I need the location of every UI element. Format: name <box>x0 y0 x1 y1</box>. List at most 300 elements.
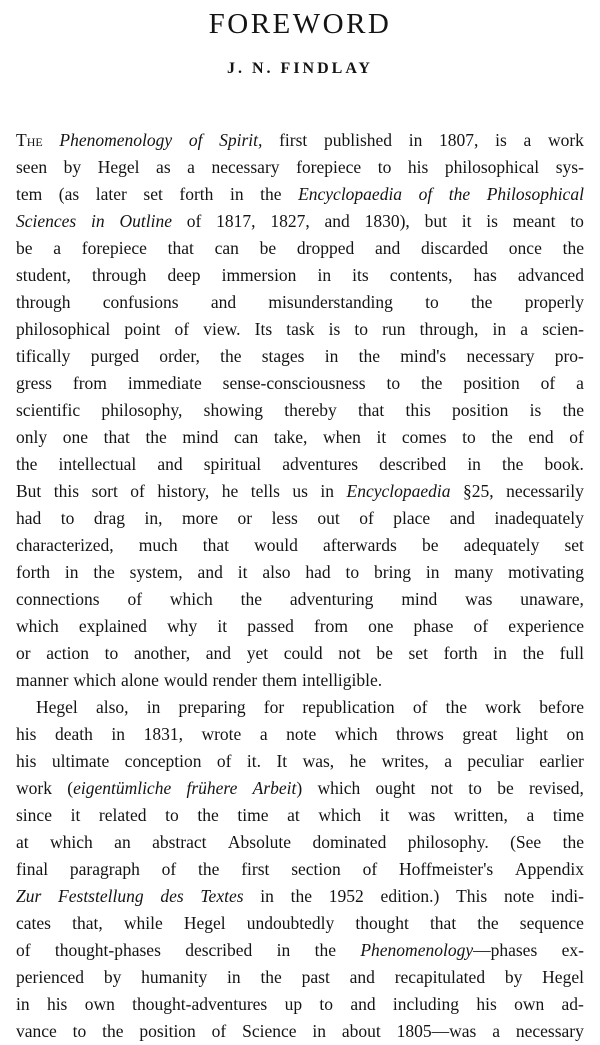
text-line <box>16 613 584 640</box>
word: But <box>16 481 42 501</box>
word: task <box>286 319 315 339</box>
word: of <box>186 211 202 231</box>
word: first <box>279 130 308 150</box>
word: for <box>263 697 285 717</box>
text-line <box>16 208 584 235</box>
word: philosophy, <box>101 400 183 420</box>
word: passed <box>247 616 294 636</box>
word: which <box>16 616 59 636</box>
word: cates <box>16 913 51 933</box>
word: thought-phases <box>54 940 161 960</box>
word: forepiece <box>81 238 147 258</box>
word: conception <box>124 751 202 771</box>
text-line <box>16 937 584 964</box>
word: his <box>46 994 68 1014</box>
word: his <box>407 157 429 177</box>
word: in <box>276 940 291 960</box>
word: seen <box>16 157 48 177</box>
word: run <box>382 319 406 339</box>
word: misunderstanding <box>268 292 393 312</box>
word: of <box>188 130 203 150</box>
word: perienced <box>16 967 85 987</box>
word: §25, <box>463 481 494 501</box>
word: or <box>16 643 31 663</box>
word: of <box>161 859 177 879</box>
word: also <box>262 562 291 582</box>
word: showing <box>203 400 263 420</box>
word: Its <box>254 319 273 339</box>
text-line <box>16 694 584 721</box>
word: in <box>16 994 30 1014</box>
word: the <box>522 643 544 663</box>
word: but <box>424 211 447 231</box>
word: and <box>324 211 350 231</box>
word: that, <box>72 913 103 933</box>
word: mind <box>182 427 219 447</box>
text-line <box>16 829 584 856</box>
word: comes <box>401 427 447 447</box>
word: to <box>319 994 333 1014</box>
word: to <box>345 562 360 582</box>
word: of <box>412 697 428 717</box>
word: 1952 <box>328 886 364 906</box>
word: a <box>187 157 195 177</box>
word: through, <box>419 319 479 339</box>
word: stages <box>261 346 305 366</box>
word: a <box>523 130 532 150</box>
word: set <box>143 184 163 204</box>
word: point <box>124 319 161 339</box>
word: this <box>53 481 80 501</box>
word: book. <box>544 454 584 474</box>
word: of <box>569 427 584 447</box>
word: 1805—was <box>396 1021 477 1041</box>
word: once <box>508 238 542 258</box>
word: be <box>497 778 514 798</box>
word: 1831, <box>143 724 183 744</box>
word: which <box>73 670 117 690</box>
word: the <box>471 292 493 312</box>
word: advanced <box>517 265 584 285</box>
word: ad- <box>561 994 584 1014</box>
word: vance <box>16 1021 57 1041</box>
word: of <box>216 751 232 771</box>
word: work <box>485 697 522 717</box>
word: be <box>16 238 33 258</box>
word: great <box>462 724 498 744</box>
word: in <box>493 643 507 663</box>
word: can <box>214 238 239 258</box>
word: ought <box>375 778 416 798</box>
word: connections <box>16 589 100 609</box>
word: scientific <box>16 400 81 420</box>
word: Outline <box>119 211 172 231</box>
word: Absolute <box>227 832 292 852</box>
word: be <box>259 238 277 258</box>
word: gress <box>16 373 52 393</box>
word: the <box>102 1021 124 1041</box>
word: that <box>429 913 457 933</box>
word: humanity <box>141 967 208 987</box>
word: and <box>205 643 232 663</box>
word: spiritual <box>203 454 262 474</box>
word: in <box>229 184 244 204</box>
word: forth <box>179 184 214 204</box>
word: to <box>386 373 401 393</box>
word: much <box>138 535 178 555</box>
word: which <box>317 778 361 798</box>
word: was <box>465 589 493 609</box>
word: the <box>448 184 471 204</box>
word: It <box>276 751 288 771</box>
word: light <box>515 724 548 744</box>
word: less <box>271 508 298 528</box>
word: of <box>211 1021 227 1041</box>
word: published <box>323 130 393 150</box>
word: sys- <box>555 157 584 177</box>
text-line <box>16 802 584 829</box>
word: intelligible. <box>301 670 383 690</box>
word: recapitulated <box>394 967 486 987</box>
word: to <box>377 157 392 177</box>
word: not <box>338 643 361 663</box>
word: in <box>408 130 423 150</box>
word: Zur <box>16 886 42 906</box>
text-line <box>16 1018 584 1045</box>
word: thought <box>355 913 409 933</box>
word: preparing <box>178 697 246 717</box>
word: bring <box>374 562 411 582</box>
word: and <box>197 562 223 582</box>
word: Philosophical <box>486 184 584 204</box>
text-line <box>16 640 584 667</box>
word: since <box>16 805 52 825</box>
word: writes, <box>381 751 429 771</box>
word: Science <box>242 1021 297 1041</box>
word: on <box>566 724 584 744</box>
word: in <box>260 886 274 906</box>
word: from <box>313 616 348 636</box>
word: out <box>317 508 340 528</box>
word: system, <box>129 562 183 582</box>
word: the <box>562 832 584 852</box>
word: yet <box>246 643 269 663</box>
word: in <box>111 724 126 744</box>
word: Arbeit) <box>252 778 303 798</box>
word: a <box>259 724 268 744</box>
word: a <box>526 805 535 825</box>
word: dominated <box>312 832 387 852</box>
word: necessary <box>515 1021 584 1041</box>
word: of <box>418 184 433 204</box>
word: 1830), <box>364 211 410 231</box>
text-line <box>16 775 584 802</box>
word: thereby <box>284 400 337 420</box>
word: can <box>234 427 259 447</box>
word: immediate <box>127 373 202 393</box>
word: could <box>283 643 323 663</box>
author-name: J. N. FINDLAY <box>227 60 373 77</box>
word: is <box>328 319 341 339</box>
text-line <box>16 262 584 289</box>
word: philosophical <box>16 319 111 339</box>
word: a <box>520 319 529 339</box>
word: manner <box>16 670 69 690</box>
text-line <box>16 667 584 694</box>
word: sequence <box>519 913 584 933</box>
word: forth <box>16 562 51 582</box>
word: related <box>98 805 147 825</box>
word: more <box>182 508 218 528</box>
word: republication <box>302 697 395 717</box>
word: ultimate <box>51 751 110 771</box>
word: he <box>221 481 239 501</box>
word: by <box>103 967 122 987</box>
word: of <box>127 589 143 609</box>
word: why <box>167 616 198 636</box>
word: drag <box>93 508 126 528</box>
word: student, <box>16 265 71 285</box>
word: purged <box>90 346 139 366</box>
word: history, <box>157 481 210 501</box>
word: Textes <box>200 886 244 906</box>
word: and <box>449 508 475 528</box>
word: tells <box>250 481 280 501</box>
word: one <box>62 427 88 447</box>
text-line <box>16 559 584 586</box>
word: 1817, <box>216 211 256 231</box>
word: in <box>492 319 507 339</box>
word: also, <box>95 697 129 717</box>
word: in <box>146 697 161 717</box>
word: a <box>576 373 584 393</box>
word: intellectual <box>58 454 137 474</box>
word: it <box>376 427 387 447</box>
word: confusions <box>102 292 179 312</box>
text-line <box>16 316 584 343</box>
word: Hegel <box>183 913 226 933</box>
word: before <box>539 697 584 717</box>
word: set <box>564 535 584 555</box>
word: throws <box>396 724 444 744</box>
word: sense-consciousness <box>222 373 366 393</box>
word: thought-adventures <box>132 994 268 1014</box>
word: to <box>72 1021 87 1041</box>
word: note <box>503 886 535 906</box>
word: Sciences <box>16 211 77 231</box>
word: 1827, <box>270 211 310 231</box>
word: own <box>514 994 545 1014</box>
word: in <box>324 346 339 366</box>
word: undoubtedly <box>246 913 335 933</box>
word: of <box>16 940 31 960</box>
word: was, <box>302 751 335 771</box>
word: edition.) <box>380 886 440 906</box>
word: scien- <box>542 319 584 339</box>
word: a <box>492 1021 500 1041</box>
word: the <box>358 346 381 366</box>
text-line <box>16 235 584 262</box>
word: the <box>197 805 219 825</box>
word: peculiar <box>467 751 524 771</box>
word: which <box>50 832 93 852</box>
text-line <box>16 910 584 937</box>
word: forepiece <box>296 157 362 177</box>
word: would <box>254 535 298 555</box>
word: place <box>393 508 431 528</box>
word: has <box>473 265 497 285</box>
word: not <box>430 778 454 798</box>
word: the <box>220 346 242 366</box>
word: is <box>529 400 542 420</box>
text-line <box>16 154 584 181</box>
word: and <box>350 994 376 1014</box>
word: had <box>16 508 42 528</box>
word: it <box>70 805 81 825</box>
text-line <box>16 883 584 910</box>
word: at <box>287 805 300 825</box>
text-line <box>16 478 584 505</box>
word: view. <box>203 319 241 339</box>
word: past <box>301 967 330 987</box>
word: mind <box>401 589 438 609</box>
word: by <box>504 967 523 987</box>
word: is <box>486 211 498 231</box>
word: forth <box>443 643 478 663</box>
word: final <box>16 859 49 879</box>
word: us <box>292 481 308 501</box>
word: to <box>165 805 179 825</box>
word: end <box>528 427 554 447</box>
word: which <box>318 805 362 825</box>
word: deep <box>167 265 201 285</box>
word: paragraph <box>69 859 140 879</box>
word: abstract <box>152 832 207 852</box>
word: in <box>320 481 335 501</box>
word: of <box>362 859 378 879</box>
word: order, <box>159 346 200 366</box>
text-line <box>16 181 584 208</box>
word: later <box>95 184 127 204</box>
word: is <box>495 130 507 150</box>
word: revised, <box>528 778 584 798</box>
word: unaware, <box>520 589 584 609</box>
text-line <box>16 127 584 154</box>
text-line <box>16 748 584 775</box>
word: death <box>54 724 93 744</box>
word: pro- <box>554 346 584 366</box>
word: written, <box>453 805 508 825</box>
word: in <box>317 265 332 285</box>
word: to <box>60 508 75 528</box>
word: a <box>444 751 452 771</box>
word: work <box>547 130 584 150</box>
word: 1807, <box>439 130 479 150</box>
word: an <box>114 832 131 852</box>
word: to <box>570 211 584 231</box>
text-line <box>16 721 584 748</box>
word: adequately <box>463 535 540 555</box>
word: through <box>16 292 71 312</box>
word: the <box>445 697 467 717</box>
word: own <box>84 994 115 1014</box>
word: that <box>202 535 229 555</box>
word: many <box>454 562 494 582</box>
word: this <box>405 400 431 420</box>
word: a <box>53 238 62 258</box>
text-line <box>16 397 584 424</box>
word: the <box>260 967 282 987</box>
text-line <box>16 964 584 991</box>
word: phase <box>413 616 454 636</box>
word: full <box>559 643 584 663</box>
word: the <box>562 400 584 420</box>
word: it <box>237 562 248 582</box>
word: in <box>91 211 105 231</box>
word: the <box>198 859 220 879</box>
word: philosophical <box>444 157 540 177</box>
word: in <box>467 454 481 474</box>
word: position <box>463 373 520 393</box>
word: had <box>305 562 331 582</box>
word: take, <box>273 427 308 447</box>
word: the <box>240 589 262 609</box>
text-line <box>16 991 584 1018</box>
word: (as <box>58 184 80 204</box>
word: Phenomenology—phases <box>360 940 538 960</box>
word: its <box>352 265 369 285</box>
word: the <box>260 184 282 204</box>
word: the <box>93 562 115 582</box>
word: his <box>476 994 497 1014</box>
word: Appendix <box>514 859 584 879</box>
word: This <box>456 886 488 906</box>
word: adventures <box>282 454 359 474</box>
word: the <box>290 886 313 906</box>
word: would <box>163 670 208 690</box>
word: earlier <box>539 751 584 771</box>
word: position <box>452 400 509 420</box>
word: Hegel <box>97 157 140 177</box>
word: that <box>357 400 385 420</box>
word: one <box>368 616 394 636</box>
word: described <box>379 454 447 474</box>
word: while <box>123 913 163 933</box>
word: was <box>408 805 436 825</box>
text-line <box>16 343 584 370</box>
word: it <box>217 616 228 636</box>
word: of <box>130 481 145 501</box>
word: of <box>473 616 489 636</box>
word: which <box>334 724 378 744</box>
word: of <box>174 319 190 339</box>
word: position <box>139 1021 196 1041</box>
text-line <box>16 505 584 532</box>
word: immersion <box>221 265 297 285</box>
word: another, <box>133 643 191 663</box>
word: to <box>104 643 119 663</box>
word: the <box>562 238 584 258</box>
word: only <box>16 427 48 447</box>
word: note <box>286 724 317 744</box>
word: he <box>349 751 367 771</box>
word: wrote <box>201 724 242 744</box>
word: afterwards <box>322 535 397 555</box>
word: necessary <box>466 346 535 366</box>
word: Hegel <box>36 697 78 717</box>
word: in <box>312 1021 327 1041</box>
word: necessarily <box>506 481 584 501</box>
